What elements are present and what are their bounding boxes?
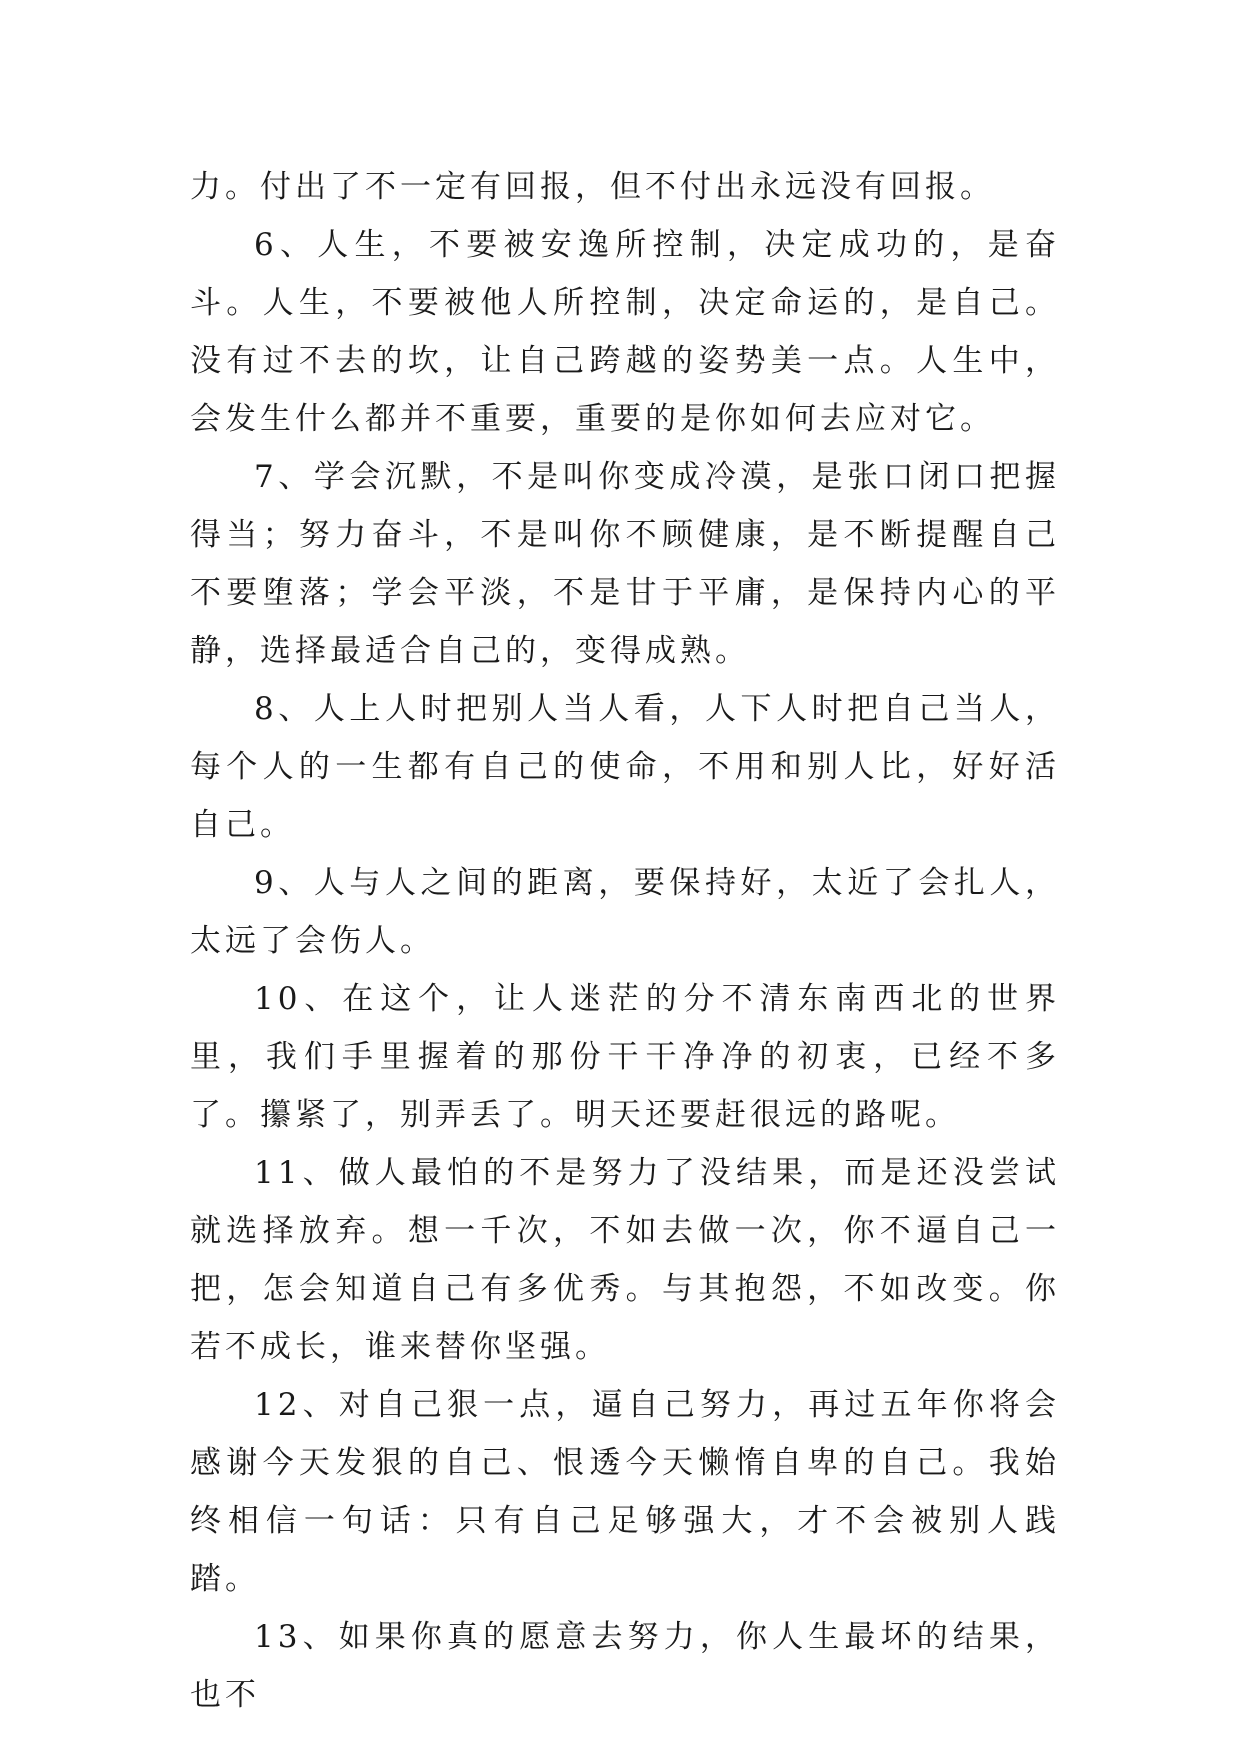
paragraph-item-13: 13、如果你真的愿意去努力，你人生最坏的结果，也不 — [190, 1619, 1060, 1713]
paragraph-item-6: 6、人生，不要被安逸所控制，决定成功的，是奋斗。人生，不要被他人所控制，决定命运的，是自己。没有过不去的坎，让自己跨越的姿势美一点。人生中，会发生什么都并不重要，重要的是你如何去应对它。 — [190, 227, 1060, 437]
paragraph-item-12: 12、对自己狠一点，逼自己努力，再过五年你将会感谢今天发狠的自己、恨透今天懒惰自卑的自己。我始终相信一句话：只有自己足够强大，才不会被别人践踏。 — [190, 1387, 1060, 1597]
paragraph-item-7: 7、学会沉默，不是叫你变成冷漠，是张口闭口把握得当；努力奋斗，不是叫你不顾健康，是不断提醒自己不要堕落；学会平淡，不是甘于平庸，是保持内心的平静，选择最适合自己的，变得成熟。 — [190, 459, 1060, 669]
document-body — [190, 158, 1060, 1724]
paragraph-item-11: 11、做人最怕的不是努力了没结果，而是还没尝试就选择放弃。想一千次，不如去做一次，你不逼自己一把，怎会知道自己有多优秀。与其抱怨，不如改变。你若不成长，谁来替你坚强。 — [190, 1155, 1060, 1365]
paragraph-item-8: 8、人上人时把别人当人看，人下人时把自己当人，每个人的一生都有自己的使命，不用和别人比，好好活自己。 — [190, 691, 1060, 843]
paragraph-item-9: 9、人与人之间的距离，要保持好，太近了会扎人，太远了会伤人。 — [190, 865, 1060, 959]
paragraph-item-10: 10、在这个，让人迷茫的分不清东南西北的世界里，我们手里握着的那份干干净净的初衷，已经不多了。攥紧了，别弄丢了。明天还要赶很远的路呢。 — [190, 981, 1060, 1133]
paragraph-continuation: 力。付出了不一定有回报，但不付出永远没有回报。 — [190, 169, 995, 205]
